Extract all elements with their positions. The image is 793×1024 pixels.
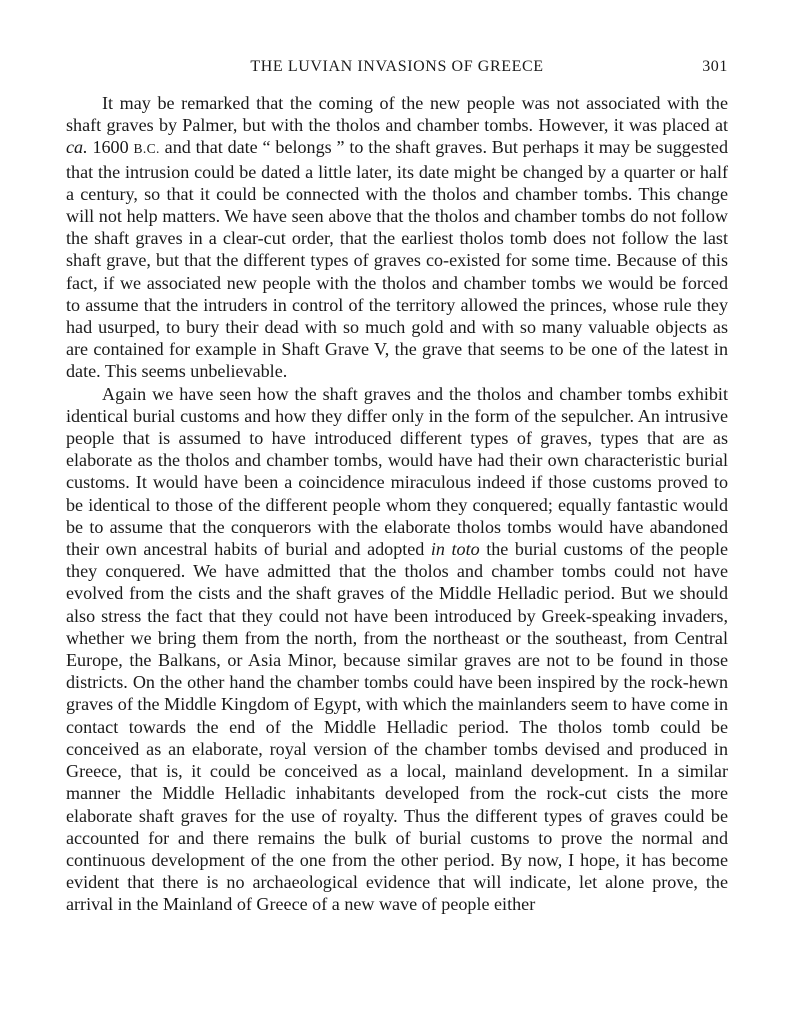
paragraph-1 <box>66 92 728 383</box>
paragraph-2 <box>66 383 728 916</box>
paragraph-2-text-a: Again we have seen how the shaft graves and the tholos and chamber tombs exhibit identical burial customs and how they differ only in the form of the sepulcher. An intrusive people that is assumed to have introduced different types of graves, types that are as elaborate as the tholos and chamber tombs, would have had their own characteristic burial customs. It would have been a coincidence miraculous indeed if those customs proved to be identical to those of the different people whom they conquered; equally fantastic would be to assume that the conquerors with the elaborate tholos tombs would have abandoned their own ancestral habits of burial and adopted <box>66 383 728 560</box>
book-page <box>66 56 728 916</box>
paragraph-2-text-b: the burial customs of the people they conquered. We have admitted that the tholos and chamber tombs could not have evolved from the cists and the shaft graves of the Middle Helladic period. But we should also stress the fact that they could not have been introduced by Greek-speaking invaders, whether we bring them from the north, from the northeast or the southeast, from Central Europe, the Balkans, or Asia Minor, because similar graves are not to be found in those districts. On the other hand the chamber tombs could have been inspired by the rock-hewn graves of the Middle Kingdom of Egypt, with which the mainlanders seem to have come in contact towards the end of the Middle Helladic period. The tholos tomb could be conceived as an elaborate, royal version of the chamber tombs devised and produced in Greece, that is, it could be conceived as a local, mainland development. In a similar manner the Middle Helladic inhabitants developed from the rock-cut cists the more elaborate shaft graves for the use of royalty. Thus the different types of graves could be accounted for and there remains the bulk of burial customs to prove the normal and continuous development of the one from the other period. By now, I hope, it has become evident that there is no archaeological evidence that will indicate, let alone prove, the arrival in the Mainland of Greece of a new wave of people either <box>66 539 729 915</box>
paragraph-1-text-c: and that date “ belongs ” to the shaft graves. But perhaps it may be suggested that the intrusion could be dated a little later, its date might be changed by a quarter or half a century, so that it could be connected with the tholos and chamber tombs. This change will not help matters. We have seen above that the tholos and chamber tombs do not follow the shaft graves in a clear-cut order, that the earliest tholos tomb does not follow the last shaft grave, but that the different types of graves co-existed for some time. Because of this fact, if we associated new people with the tholos and chamber tombs we would be forced to assume that the intruders in control of the territory allowed the princes, whose rule they had usurped, to bury their dead with so much gold and with so many valuable objects as are contained for example in Shaft Grave V, the grave that seems to be one of the latest in date. This seems unbelievable. <box>66 137 729 382</box>
page-number: 301 <box>702 58 728 75</box>
body-text <box>66 92 728 916</box>
paragraph-1-text-b: 1600 <box>87 137 134 158</box>
paragraph-1-text-a: It may be remarked that the coming of the new people was not associated with the shaft graves by Palmer, but with the tholos and chamber tombs. However, it was placed at <box>66 93 728 136</box>
running-title: THE LUVIAN INVASIONS OF GREECE <box>250 58 544 75</box>
paragraph-1-bc: B.C. <box>133 141 160 157</box>
paragraph-2-in-toto: in toto <box>430 539 480 560</box>
paragraph-1-ca: ca. <box>66 137 88 158</box>
running-head <box>66 56 728 82</box>
